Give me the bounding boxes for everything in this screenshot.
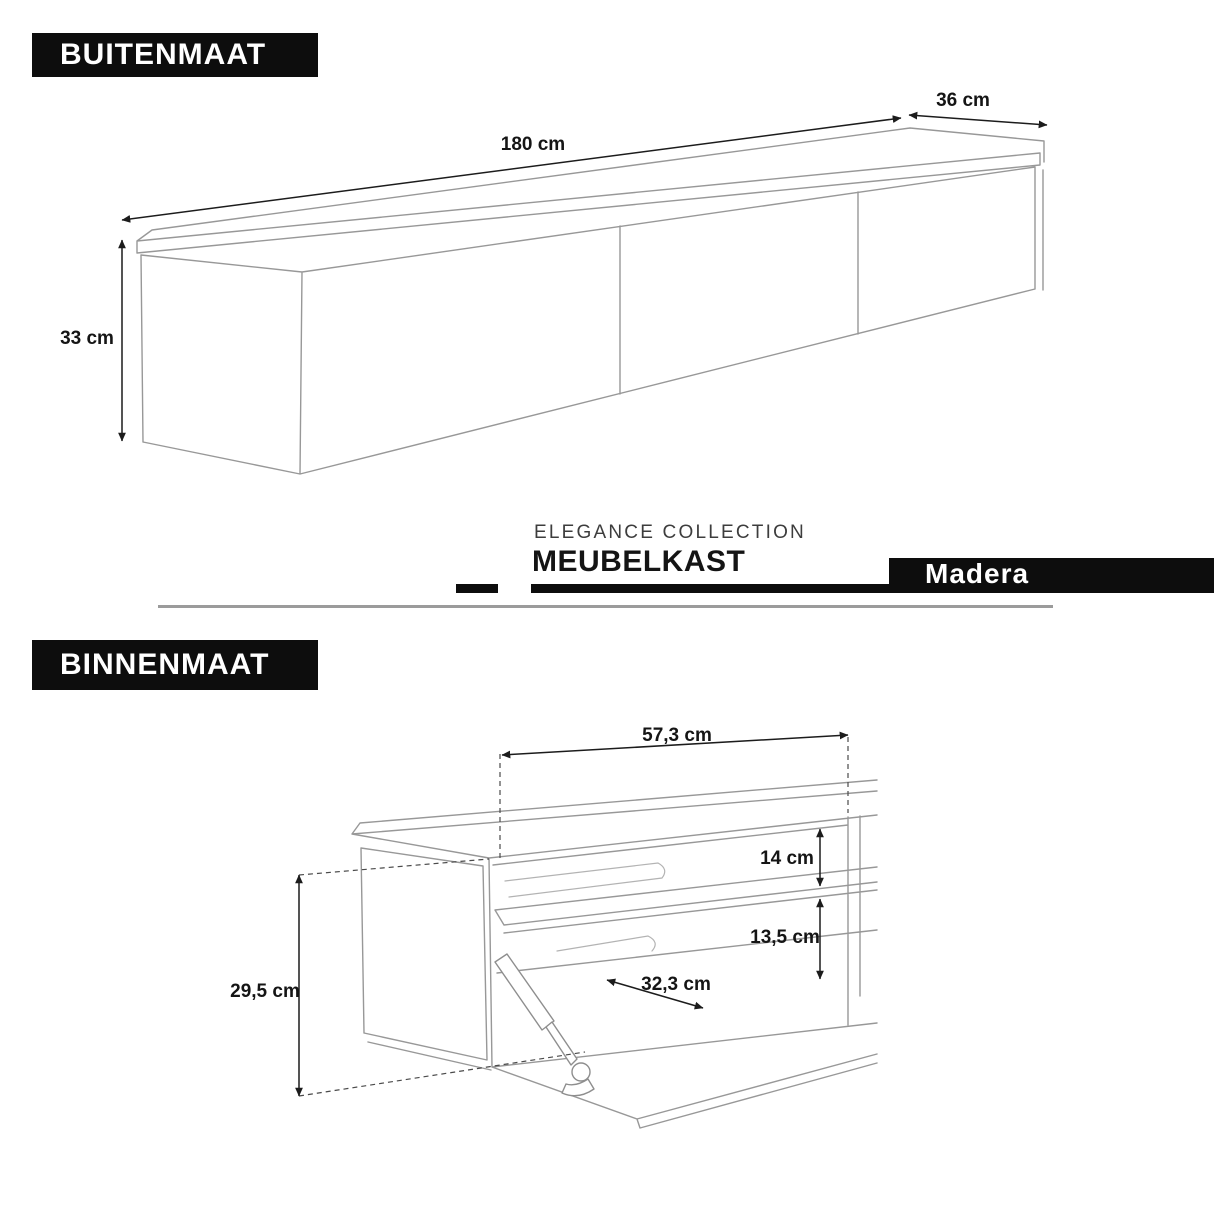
- cable-slot-lower: [557, 936, 655, 951]
- outer-depth-arrow: [909, 115, 1047, 125]
- shelf-top-label: 14 cm: [760, 848, 814, 869]
- inner-section-header: BINNENMAAT: [32, 640, 318, 690]
- outer-cabinet-lines: [137, 128, 1044, 474]
- section-divider-line: [158, 605, 1053, 608]
- inner-cabinet-lines: [352, 780, 877, 1128]
- brand-accent-bar: [456, 584, 498, 593]
- cable-slot-upper: [505, 863, 665, 897]
- shelf-bottom-label: 13,5 cm: [750, 927, 820, 948]
- outer-dimensions: [60, 90, 1047, 441]
- outer-cabinet-drawing: [137, 128, 1044, 474]
- gas-strut-tube: [495, 954, 554, 1030]
- inner-height-label: 29,5 cm: [230, 981, 300, 1002]
- outer-section-header: BUITENMAAT: [32, 33, 318, 77]
- outer-width-label: 180 cm: [500, 134, 566, 155]
- inner-width-label: 57,3 cm: [642, 725, 712, 746]
- collection-title: ELEGANCE COLLECTION: [534, 522, 806, 543]
- gas-strut-hinge: [572, 1063, 590, 1081]
- inner-cabinet-drawing: [352, 780, 877, 1128]
- outer-depth-label: 36 cm: [936, 90, 990, 111]
- outer-height-label: 33 cm: [60, 328, 114, 349]
- product-title: MEUBELKAST: [532, 545, 746, 578]
- gas-strut-foot: [562, 1079, 594, 1096]
- inner-depth-label: 32,3 cm: [641, 974, 711, 995]
- model-name-badge: Madera: [889, 558, 1214, 590]
- inner-dimensions: [230, 725, 848, 1096]
